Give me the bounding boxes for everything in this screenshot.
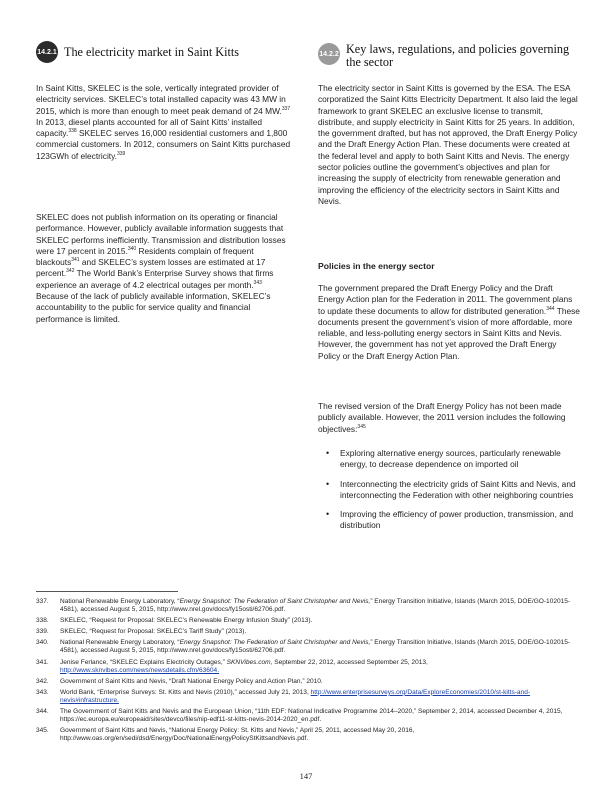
footnote-number: 342. xyxy=(36,677,49,685)
list-item: • Improving the efficiency of power production, transmission, and distribution xyxy=(318,509,580,532)
footnote-number: 340. xyxy=(36,639,49,647)
footnote-text: SKELEC, “Request for Proposal: SKELEC’s Tariff Study” (2013). xyxy=(60,628,247,636)
footnote xyxy=(36,727,584,743)
section-heading-14-2-1 xyxy=(36,41,296,63)
footnote xyxy=(36,659,584,675)
section-title: The electricity market in Saint Kitts xyxy=(64,45,239,59)
footnote-number: 339. xyxy=(36,628,49,636)
section-number-badge: 14.2.1 xyxy=(36,41,58,63)
footnote-number: 343. xyxy=(36,688,49,696)
footnote-number: 345. xyxy=(36,727,49,735)
footnote xyxy=(36,678,584,686)
footnote xyxy=(36,617,584,625)
footnote xyxy=(36,708,584,724)
list-item: • Exploring alternative energy sources, particularly renewable energy, to decrease dependence on imported oil xyxy=(318,448,580,471)
footnote-number: 341. xyxy=(36,658,49,666)
footnote-link[interactable]: http://www.enterprisesurveys.org/Data/ExploreEconomies/2010/st-kitts-and-nevis#infrastructure. xyxy=(60,688,531,704)
footnote xyxy=(36,598,584,614)
right-paragraph-2: The government prepared the Draft Energy Policy and the Draft Energy Action plan for the Federation in 2011. The government plans to update these documents to allow for distributed generation.$^{344}$ These documents present the government’s vision of more affordable, more reliable, and less-polluting energy sectors in Saint Kitts and Nevis. However, the government has not yet approved the Draft Energy Policy or the Draft Energy Action Plan. xyxy=(318,283,580,361)
left-paragraph-2: SKELEC does not publish information on its operating or financial performance. However, publicly available information suggests that SKELEC performs inefficiently. Transmission and distribution losses were 17 percent in 2015.$^{340}$ Residents complain of frequent blackouts$^{341}$ and SKELEC’s system losses are estimated at 17 percent.$^{342}$ The World Bank’s Enterprise Survey shows that firms experience an average of 4.2 electrical outages per month.$^{343}$ Because of the lack of publicly available information, SKELEC’s accountability to the public for service quality and financial performance is limited. xyxy=(36,212,286,324)
footnote xyxy=(36,628,584,636)
footnote xyxy=(36,689,584,705)
footnote-text: National Renewable Energy Laboratory, “Energy Snapshot: The Federation of Saint Christopher and Nevis,” Energy Transition Initiative, Islands (March 2015, DOE/GO-102015-4581), accessed August 5, 2015, http://www.nrel.gov/docs/fy15osti/62706.pdf. xyxy=(60,639,571,655)
footnote-ref[interactable]: 344 xyxy=(546,305,555,312)
footnote-text: Government of Saint Kitts and Nevis, “National Energy Policy: St. Kitts and Nevis,” April 25, 2011, accessed May 20, 2016, http://www.oas.org/en/sedi/dsd/Energy/Doc/NationalEnergyPolicyStKittsandNevis.pdf. xyxy=(60,727,415,743)
section-title: Key laws, regulations, and policies governing the sector xyxy=(346,42,570,69)
footnotes xyxy=(36,598,584,746)
footnote-ref[interactable]: 343 xyxy=(253,279,262,286)
section-heading-14-2-2 xyxy=(318,43,580,69)
list-item: • Interconnecting the electricity grids of Saint Kitts and Nevis, and interconnecting the Federation with other neighboring countries xyxy=(318,479,580,502)
right-paragraph-1: The electricity sector in Saint Kitts is governed by the ESA. The ESA corporatized the Saint Kitts Electricity Department. It also laid the legal framework to grant SKELEC an exclusive license to transmit, distribute, and supply electricity in Saint Kitts for 25 years. In addition, the government drafted, but has not approved, the Draft Energy Policy and the Draft Energy Action Plan. These documents were created at the federal level and apply to both Saint Kitts and Nevis. The energy sector policies outline the government’s objectives and plan for increasing the supply of electricity from renewable generation and improving the efficiency of the electricity sectors in Saint Kitts and Nevis. xyxy=(318,83,578,206)
section-number-badge: 14.2.2 xyxy=(318,43,340,65)
footnote-ref[interactable]: 345 xyxy=(357,423,366,430)
footnote-text: National Renewable Energy Laboratory, “Energy Snapshot: The Federation of Saint Christopher and Nevis,” Energy Transition Initiative, Islands (March 2015, DOE/GO-102015-4581), accessed August 5, 2015, http://www.nrel.gov/docs/fy15osti/62706.pdf. xyxy=(60,598,571,614)
page-number: 147 xyxy=(299,771,313,781)
footnote-text: Government of Saint Kitts and Nevis, “Draft National Energy Policy and Action Plan,” 2010. xyxy=(60,677,323,685)
footnote-number: 338. xyxy=(36,617,49,625)
footnote-link[interactable]: http://www.sknvibes.com/news/newsdetails.cfm/63604. xyxy=(60,666,220,674)
footnote-text: Jenise Ferlance, “SKELEC Explains Electricity Outages,” SKNVibes.com, September 22, 2012, accessed September 25, 2013, http://www.sknvibes.com/news/newsdetails.cfm/63604. xyxy=(60,658,428,674)
footnote-ref[interactable]: 340 xyxy=(127,245,137,252)
left-paragraph-1: In Saint Kitts, SKELEC is the sole, vertically integrated provider of electricity services. SKELEC’s total installed capacity was 43 MW in 2015, which is more than enough to meet peak demand of 24 MW.$^{337}$ In 2013, diesel plants accounted for all of Saint Kitts’ installed capacity.$^{338}$ SKELEC serves 16,000 residential customers and 1,800 commercial customers. In 2012, consumers on Saint Kitts purchased 123GWh of electricity.$^{339}$ xyxy=(36,83,291,161)
footnote xyxy=(36,639,584,655)
footnote-ref[interactable]: 337 xyxy=(281,105,291,112)
subheading-policies: Policies in the energy sector xyxy=(318,261,435,271)
footnote-number: 344. xyxy=(36,708,49,716)
footnote-ref[interactable]: 339 xyxy=(117,150,126,157)
objectives-list xyxy=(318,448,580,540)
footnote-ref[interactable]: 341 xyxy=(71,257,80,264)
footnote-ref[interactable]: 342 xyxy=(66,268,75,275)
footnote-text: SKELEC, “Request for Proposal: SKELEC’s Renewable Energy Infusion Study” (2013). xyxy=(60,617,313,625)
footnote-ref[interactable]: 338 xyxy=(68,128,77,135)
right-paragraph-3: The revised version of the Draft Energy Policy has not been made publicly available. However, the 2011 version includes the following objectives:$^{345}$ xyxy=(318,401,566,434)
footnote-text: The Government of Saint Kitts and Nevis and the European Union, “11th EDF: National Indicative Programme 2014–2020,” September 2, 2014, accessed December 4, 2015, https://ec.europa.eu/europeaid/sites/devco/files/nip-edf11-st-kitts-nevis-2014-2020_en.pdf. xyxy=(60,708,563,724)
footnote-divider xyxy=(36,591,178,592)
footnote-number: 337. xyxy=(36,598,49,605)
footnote-text: World Bank, “Enterprise Surveys: St. Kitts and Nevis (2010),” accessed July 21, 2013, http://www.enterprisesurveys.org/Data/ExploreEconomies/2010/st-kitts-and-nevis#infrastructure. xyxy=(60,688,531,704)
